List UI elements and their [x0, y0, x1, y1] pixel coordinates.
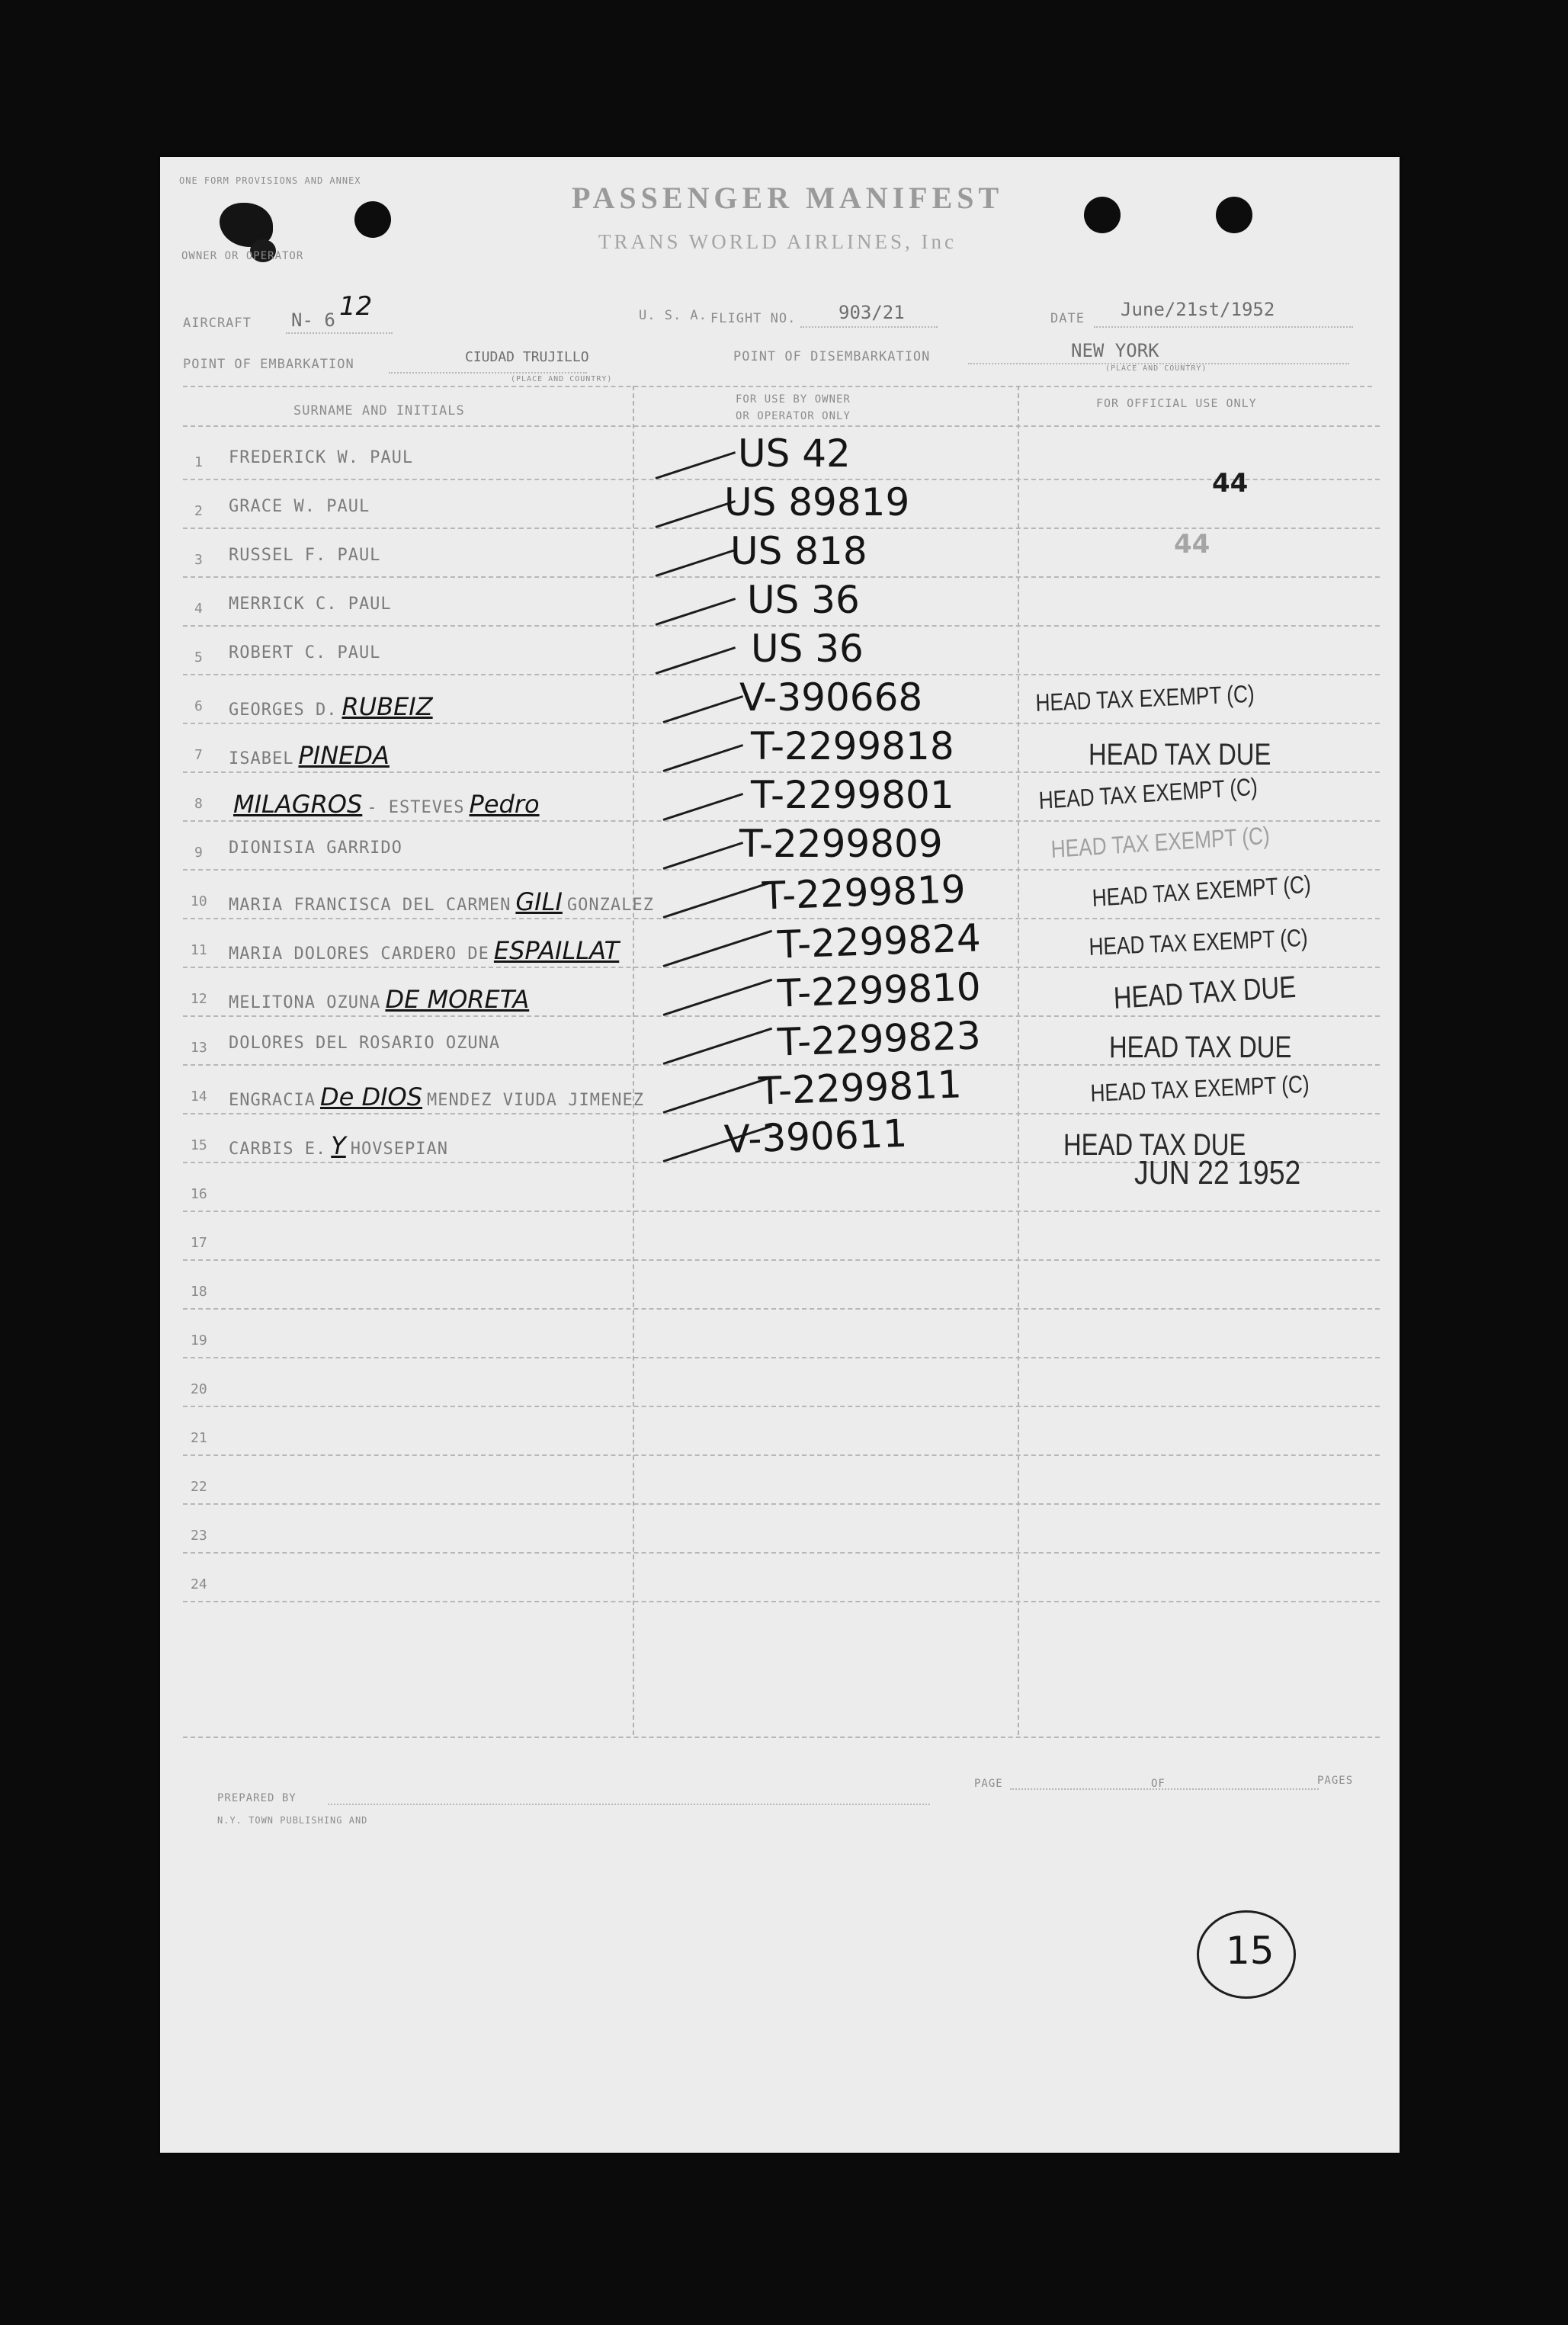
official-count: 44	[1212, 468, 1249, 499]
embark-underline	[389, 372, 587, 374]
passenger-name	[229, 887, 654, 916]
document-number: T-2299823	[777, 1013, 982, 1065]
page-title: PASSENGER MANIFEST	[572, 181, 1004, 215]
official-stamp: HEAD TAX EXEMPT (C)	[1050, 821, 1271, 863]
row-number: 21	[191, 1430, 207, 1446]
embark-value: CIUDAD TRUJILLO	[465, 349, 589, 365]
document-number: T-2299809	[739, 822, 943, 866]
col-official-header: FOR OFFICIAL USE ONLY	[1096, 396, 1257, 410]
prepared-by-label: PREPARED BY	[217, 1792, 297, 1804]
document-number: V-390611	[723, 1111, 909, 1162]
row-number: 9	[194, 845, 203, 861]
check-mark	[656, 598, 736, 626]
official-stamp: HEAD TAX EXEMPT (C)	[1090, 1070, 1310, 1107]
passenger-name	[229, 497, 370, 516]
row-number: 22	[191, 1479, 207, 1495]
row-number: 12	[191, 991, 207, 1007]
passenger-name	[229, 595, 392, 614]
document-number: T-2299819	[762, 867, 967, 919]
disembark-place-label: (PLACE AND COUNTRY)	[1105, 364, 1207, 373]
document-number: T-2299810	[777, 964, 982, 1016]
row-rule	[183, 1308, 1380, 1310]
official-stamp: HEAD TAX DUE	[1063, 1128, 1246, 1162]
handwritten-name: Y	[331, 1131, 346, 1160]
row-number: 19	[191, 1332, 207, 1348]
passenger-name	[229, 692, 438, 721]
typed-name: - ESTEVES	[367, 798, 465, 817]
row-rule	[183, 1552, 1380, 1554]
passenger-name	[229, 839, 402, 858]
check-mark	[663, 1076, 773, 1114]
document-number: V-390668	[739, 675, 923, 720]
footer-rule	[183, 1737, 1380, 1738]
row-rule	[183, 1454, 1380, 1456]
handwritten-name: RUBEIZ	[341, 692, 433, 721]
document-number: US 89819	[724, 480, 910, 524]
row-rule	[183, 869, 1380, 871]
owner-label: OWNER OR OPERATOR	[181, 250, 304, 262]
manifest-page	[160, 157, 1400, 2153]
document-number: US 36	[751, 627, 864, 671]
row-rule	[183, 1503, 1380, 1505]
handwritten-name: GILI	[515, 887, 563, 916]
date-value: June/21st/1952	[1121, 299, 1275, 320]
date-label: DATE	[1050, 311, 1085, 326]
passenger-name	[229, 985, 534, 1014]
official-stamp: HEAD TAX DUE	[1089, 738, 1271, 771]
page-line	[1010, 1788, 1319, 1790]
punch-hole	[1084, 197, 1121, 233]
official-stamp: HEAD TAX EXEMPT (C)	[1035, 679, 1255, 717]
check-mark	[663, 1028, 773, 1065]
check-mark	[656, 549, 736, 577]
row-number: 24	[191, 1576, 207, 1592]
official-count-faded: 44	[1174, 529, 1210, 560]
row-number: 18	[191, 1284, 207, 1300]
check-mark	[663, 793, 744, 821]
row-number: 11	[191, 942, 207, 958]
document-number: US 818	[730, 529, 867, 573]
col-divider-2	[1018, 386, 1019, 1735]
typed-name: MENDEZ VIUDA JIMENEZ	[427, 1091, 644, 1110]
check-mark	[663, 881, 773, 919]
handwritten-name: DE MORETA	[385, 985, 530, 1014]
handwritten-name: De DIOS	[319, 1082, 423, 1111]
usa-label: U. S. A.	[639, 308, 707, 323]
check-mark	[656, 451, 736, 479]
handwritten-name: PINEDA	[298, 741, 390, 770]
flight-value: 903/21	[839, 302, 905, 323]
official-stamp: HEAD TAX DUE	[1109, 1031, 1292, 1064]
typed-name: ISABEL	[229, 749, 294, 768]
prepared-by-line	[328, 1804, 930, 1805]
handwritten-name: MILAGROS	[233, 790, 363, 819]
row-number: 17	[191, 1235, 207, 1251]
header-rule	[183, 386, 1372, 387]
row-rule	[183, 1211, 1380, 1212]
row-number: 1	[194, 454, 203, 470]
passenger-name	[229, 1131, 448, 1160]
of-label: OF	[1151, 1778, 1166, 1790]
aircraft-value: N- 6	[291, 309, 335, 331]
typed-name: DIONISIA GARRIDO	[229, 839, 402, 858]
typed-name: MELITONA OZUNA	[229, 993, 381, 1012]
row-number: 10	[191, 893, 207, 909]
row-number: 20	[191, 1381, 207, 1397]
row-number: 23	[191, 1528, 207, 1544]
row-number: 4	[194, 601, 203, 617]
col-divider-1	[633, 386, 634, 1735]
row-rule	[183, 1113, 1380, 1114]
document-number: US 42	[738, 431, 851, 476]
aircraft-hand: 12	[339, 291, 373, 322]
col-owner-header-2: OR OPERATOR ONLY	[736, 410, 851, 422]
disembark-underline	[968, 363, 1349, 364]
document-number: T-2299801	[751, 773, 954, 817]
col-surname-header: SURNAME AND INITIALS	[293, 403, 465, 418]
row-rule	[183, 918, 1380, 919]
date-underline	[1094, 326, 1353, 328]
col-owner-header-1: FOR USE BY OWNER	[736, 393, 851, 406]
row-number: 13	[191, 1040, 207, 1056]
embark-label: POINT OF EMBARKATION	[183, 357, 354, 372]
passenger-name	[229, 546, 380, 565]
typed-name: CARBIS E.	[229, 1140, 327, 1159]
flight-label: FLIGHT NO.	[710, 311, 797, 326]
check-mark	[663, 930, 773, 967]
typed-name: ROBERT C. PAUL	[229, 643, 381, 662]
date-stamp: JUN 22 1952	[1134, 1154, 1301, 1191]
handwritten-name: ESPAILLAT	[493, 936, 620, 965]
official-stamp: HEAD TAX EXEMPT (C)	[1092, 870, 1312, 912]
check-mark	[663, 695, 744, 723]
typed-name: MARIA FRANCISCA DEL CARMEN	[229, 896, 511, 915]
document-number: US 36	[747, 578, 860, 622]
typed-name: MERRICK C. PAUL	[229, 595, 392, 614]
printer-line: N.Y. TOWN PUBLISHING AND	[217, 1815, 368, 1826]
typed-name: HOVSEPIAN	[350, 1140, 448, 1159]
check-mark	[663, 744, 744, 772]
row-number: 2	[194, 503, 203, 519]
check-mark	[656, 646, 736, 675]
embark-place-label: (PLACE AND COUNTRY)	[511, 375, 613, 383]
document-number: T-2299818	[751, 724, 954, 768]
typed-name: FREDERICK W. PAUL	[229, 448, 414, 467]
passenger-name	[229, 936, 624, 965]
row-number: 14	[191, 1089, 207, 1105]
small-header: ONE FORM PROVISIONS AND ANNEX	[179, 175, 361, 186]
typed-name: RUSSEL F. PAUL	[229, 546, 381, 565]
flight-underline	[800, 326, 938, 328]
row-number: 15	[191, 1137, 207, 1153]
typed-name: GONZALEZ	[566, 896, 654, 915]
aircraft-label: AIRCRAFT	[183, 316, 252, 331]
row-rule	[183, 1406, 1380, 1407]
row-number: 3	[194, 552, 203, 568]
row-number: 7	[194, 747, 203, 763]
row-rule	[183, 1601, 1380, 1602]
passenger-name	[229, 741, 394, 770]
typed-name: GRACE W. PAUL	[229, 497, 370, 516]
header-bottom-rule	[183, 425, 1380, 427]
check-mark	[663, 842, 744, 870]
typed-name: ENGRACIA	[229, 1091, 316, 1110]
document-number: T-2299824	[777, 916, 982, 967]
typed-name: GEORGES D.	[229, 701, 338, 720]
row-rule	[183, 1259, 1380, 1261]
pages-label: PAGES	[1317, 1775, 1354, 1787]
disembark-value: NEW YORK	[1071, 340, 1159, 361]
passenger-name	[229, 790, 544, 819]
aircraft-underline	[286, 332, 393, 334]
page-label: PAGE	[974, 1778, 1003, 1790]
row-number: 16	[191, 1186, 207, 1202]
disembark-label: POINT OF DISEMBARKATION	[733, 349, 931, 364]
page-number: 15	[1226, 1929, 1275, 1973]
airline-name: TRANS WORLD AIRLINES, Inc	[598, 230, 957, 253]
passenger-name	[229, 1082, 644, 1111]
punch-hole	[1216, 197, 1252, 233]
official-stamp: HEAD TAX EXEMPT (C)	[1089, 923, 1309, 960]
row-number: 6	[194, 698, 203, 714]
handwritten-name: Pedro	[469, 790, 540, 819]
punch-hole	[354, 201, 391, 238]
document-number: T-2299811	[758, 1062, 963, 1114]
row-rule	[183, 1357, 1380, 1358]
typed-name: DOLORES DEL ROSARIO OZUNA	[229, 1034, 501, 1053]
passenger-name	[229, 643, 380, 662]
row-number: 8	[194, 796, 203, 812]
check-mark	[663, 979, 773, 1016]
official-stamp: HEAD TAX EXEMPT (C)	[1038, 772, 1259, 814]
typed-name: MARIA DOLORES CARDERO DE	[229, 944, 489, 964]
row-number: 5	[194, 649, 203, 665]
passenger-name	[229, 1034, 500, 1053]
passenger-name	[229, 448, 413, 467]
official-stamp: HEAD TAX DUE	[1113, 970, 1297, 1015]
